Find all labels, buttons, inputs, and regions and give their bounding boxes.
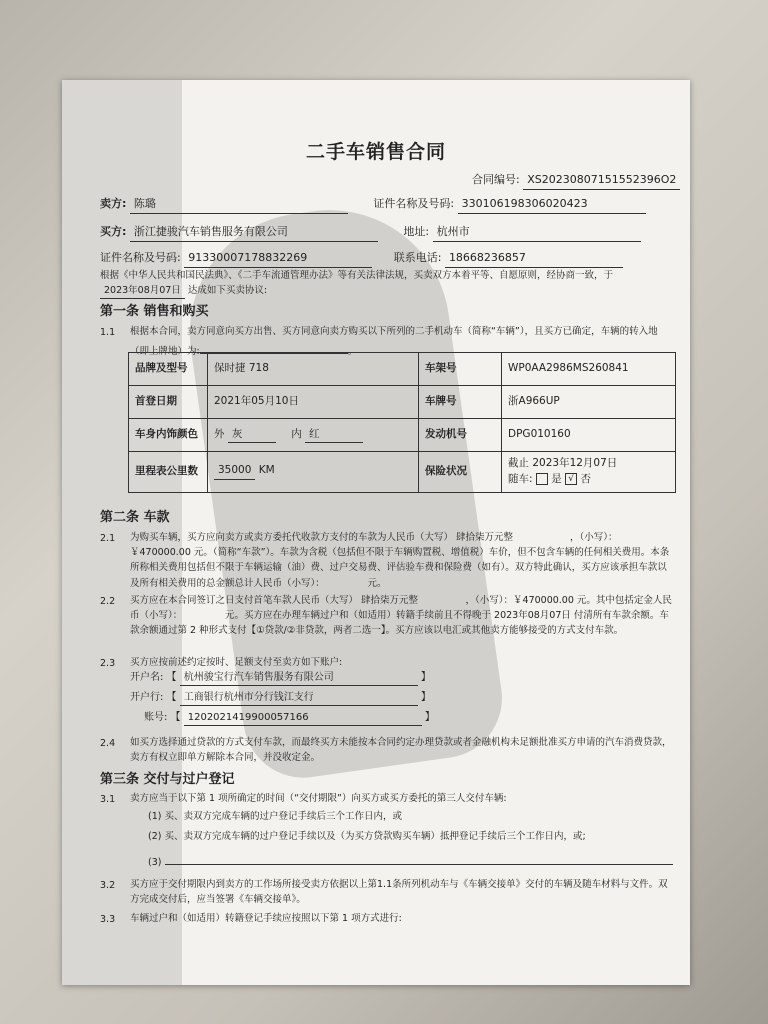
clause-3-2: 买方应于交付期限内到卖方的工作场所接受卖方依据以上第1.1条所列机动车与《车辆交接单》交付的车辆及随车材料与文件。双方完成交付后，应当签署《车辆交接单》。 <box>130 879 668 906</box>
plate-label: 车牌号 <box>419 386 502 419</box>
insurance-label: 保险状况 <box>419 452 502 493</box>
reg-date-value: 2021年05月10日 <box>208 386 419 419</box>
clause-3-1: 卖方应当于以下第 1 项所确定的时间（“交付期限”）向买方或买方委托的第三人交付车辆: <box>130 793 507 804</box>
account-name-row: 开户名: 【 杭州骏宝行汽车销售服务有限公司 】 <box>130 670 431 686</box>
clause-3-1-number: 3.1 <box>100 794 116 805</box>
checkbox-no-checked: √ <box>565 473 577 485</box>
clause-2-3-number: 2.3 <box>100 658 116 669</box>
contract-title: 二手车销售合同 <box>305 141 446 163</box>
option-1: (1) 买、卖双方完成车辆的过户登记手续后三个工作日内，或 <box>148 811 402 822</box>
clause-1-1-number: 1.1 <box>100 327 116 338</box>
vehicle-info-table <box>128 352 676 493</box>
option-3: (3) <box>148 850 690 870</box>
brand-label: 品牌及型号 <box>129 353 208 386</box>
mileage-label: 里程表公里数 <box>129 452 208 493</box>
buyer-row: 买方: 浙江捷骏汽车销售服务有限公司 地址: 杭州市 <box>100 224 641 242</box>
insurance-value: 截止 2023年12月07日 随车: 是 √ 否 <box>502 452 676 493</box>
section-2-title: 第二条 车款 <box>100 510 170 525</box>
brand-value: 保时捷 718 <box>208 353 419 386</box>
clause-3-3-number: 3.3 <box>100 914 116 925</box>
checkbox-yes <box>536 473 548 485</box>
clause-2-1: 为购买车辆，买方应向卖方或卖方委托代收款方支付的车款为人民币（大写） 肆拾柒万元整 ，（小写）：￥470000.00 元。（简称“车款”）。车款为含税（包括但不限于车辆购置税、增值税）车价，但不包含车辆的任何相关费用。本条所称相关费用包括但不限于车辆运输（油）费、过户交易费、评估验车费和保险费（如有）。双方特此确认，买方应该承担车款以及所有相关费用的总金额总计人民币（小写）： 元。 <box>130 532 670 589</box>
option-2: (2) 买、卖双方完成车辆的过户登记手续以及（为买方贷款购买车辆）抵押登记手续后三个工作日内，或; <box>148 831 586 842</box>
seller-row: 卖方: 陈璐 证件名称及号码: 330106198306020423 <box>100 196 646 214</box>
section-3-title: 第三条 交付与过户登记 <box>100 772 235 787</box>
contract-page <box>62 80 690 985</box>
clause-2-4: 如买方选择通过贷款的方式支付车款，而最终买方未能按本合同约定办理贷款或者金融机构未足额批准买方申请的汽车消费贷款，卖方有权立即单方解除本合同，并没收定金。 <box>130 737 672 764</box>
mileage-value: 35000 KM <box>208 452 419 493</box>
account-bank-row: 开户行: 【 工商银行杭州市分行钱江支行 】 <box>130 690 431 706</box>
clause-1-1: 根据本合同，卖方同意向买方出售、买方同意向卖方购买以下所列的二手机动车（简称“车辆”），且买方已确定，车辆的转入地（即上牌地）为: 。 <box>130 326 658 358</box>
reg-date-label: 首登日期 <box>129 386 208 419</box>
clause-3-2-number: 3.2 <box>100 880 116 891</box>
clause-3-3: 车辆过户和（如适用）转籍登记手续应按照以下第 1 项方式进行: <box>130 913 402 924</box>
buyer-id-row: 证件名称及号码: 91330007178832269 联系电话: 18668236857 <box>100 250 623 268</box>
clause-2-4-number: 2.4 <box>100 738 116 749</box>
section-1-title: 第一条 销售和购买 <box>100 304 209 319</box>
color-value: 外 灰 内 红 <box>208 419 419 452</box>
vin-value: WP0AA2986MS260841 <box>502 353 676 386</box>
color-label: 车身内饰颜色 <box>129 419 208 452</box>
clause-2-2-number: 2.2 <box>100 596 116 607</box>
clause-2-3: 买方应按前述约定按时、足额支付至卖方如下账户: <box>130 657 343 668</box>
vin-label: 车架号 <box>419 353 502 386</box>
clause-2-1-number: 2.1 <box>100 533 116 544</box>
account-number-row: 账号: 【 1202021419900057166 】 <box>144 710 435 726</box>
contract-number: 合同编号: XS20230807151552396O2 <box>472 172 680 190</box>
engine-label: 发动机号 <box>419 419 502 452</box>
clause-2-2: 买方应在本合同签订之日支付首笔车款人民币（大写） 肆拾柒万元整 ，（小写）：￥470000.00 元。其中包括定金人民币（小写）： 元。买方应在办理车辆过户和（如适用）转籍手续前且不得晚于 2023年08月07日 付清所有车款余额。车款余额通过第 2 种形式支付【①贷款/②非贷款，两者二选一】。买方应该以电汇或其他卖方能够接受的方式支付车款。 <box>130 595 672 637</box>
engine-value: DPG010160 <box>502 419 676 452</box>
intro-paragraph: 根据《中华人民共和国民法典》、《二手车流通管理办法》等有关法律法规，买卖双方本着平等、自愿原则，经协商一致，于 2023年08月07日 达成如下买卖协议: <box>100 268 680 299</box>
plate-value: 浙A966UP <box>502 386 676 419</box>
